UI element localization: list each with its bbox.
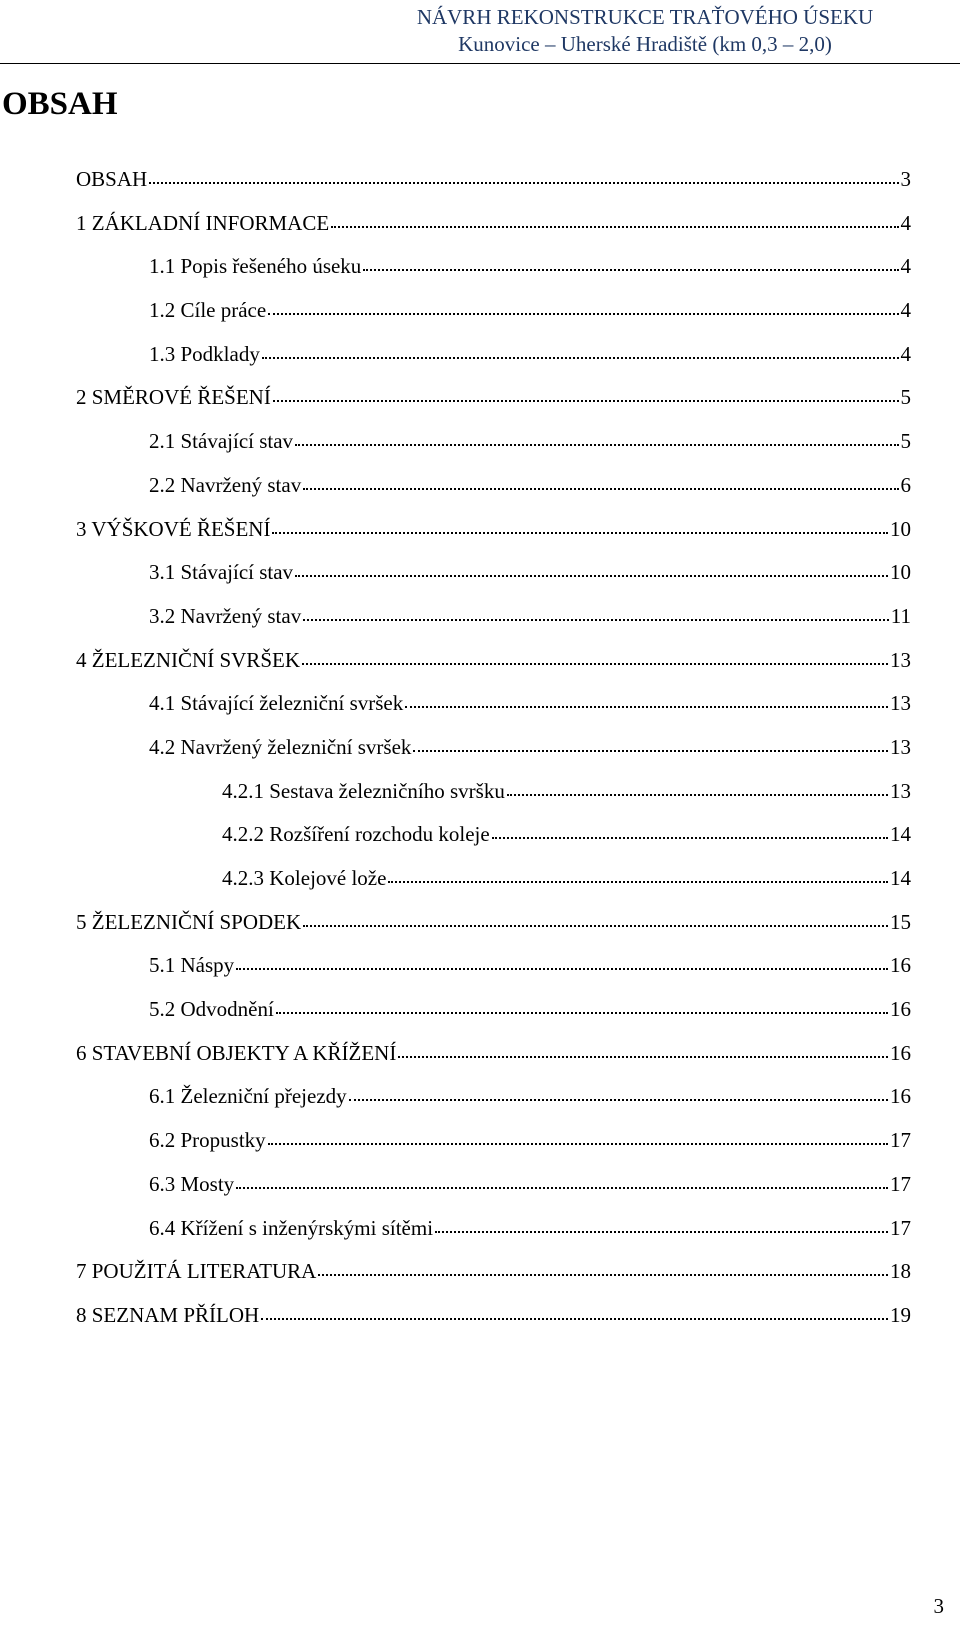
- toc-entry: [0, 1038, 960, 1082]
- dot-leader: [492, 831, 888, 839]
- dot-leader: [331, 220, 898, 228]
- toc-link[interactable]: [149, 339, 911, 369]
- toc-entry: [0, 1300, 960, 1344]
- dot-leader: [388, 875, 888, 883]
- toc-link[interactable]: [76, 514, 911, 544]
- toc-entry-title: 4.2.2 Rozšíření rozchodu koleje: [222, 822, 490, 847]
- dot-leader: [236, 1181, 888, 1189]
- toc-entry-page: 14: [890, 822, 911, 847]
- header-divider: [0, 63, 960, 64]
- toc-entry-title: 8 SEZNAM PŘÍLOH: [76, 1302, 260, 1327]
- dot-leader: [363, 263, 898, 271]
- dot-leader: [349, 1093, 888, 1101]
- toc-entry-title: 6.1 Železniční přejezdy: [149, 1084, 347, 1109]
- toc-entry-page: 4: [900, 341, 911, 366]
- toc-entry-title: 2.2 Navržený stav: [149, 472, 302, 497]
- toc-entry: [0, 557, 960, 601]
- toc-entry-title: 5.1 Náspy: [149, 953, 235, 978]
- toc-entry: [0, 688, 960, 732]
- toc-entry-page: 11: [890, 603, 911, 628]
- toc-entry: [0, 382, 960, 426]
- toc-entry-title: 6.4 Křížení s inženýrskými sítěmi: [149, 1215, 434, 1240]
- toc-entry: [0, 339, 960, 383]
- toc-entry-page: 17: [890, 1171, 911, 1196]
- header-subtitle: Kunovice – Uherské Hradiště (km 0,3 – 2,0): [458, 32, 832, 56]
- toc-link[interactable]: [76, 645, 911, 675]
- toc-entry-page: 5: [900, 429, 911, 454]
- toc-entry-page: 10: [890, 560, 911, 585]
- toc-entry-title: 1 ZÁKLADNÍ INFORMACE: [76, 210, 330, 235]
- dot-leader: [302, 657, 888, 665]
- toc-entry: [0, 732, 960, 776]
- toc-entry-page: 14: [890, 866, 911, 890]
- dot-leader: [398, 1050, 888, 1058]
- toc-link[interactable]: [76, 164, 911, 194]
- toc-entry: [0, 426, 960, 470]
- toc-entry-page: 16: [890, 997, 911, 1022]
- dot-leader: [507, 788, 888, 796]
- toc-entry: [0, 208, 960, 252]
- toc-entry-title: 6.2 Propustky: [149, 1128, 266, 1153]
- toc-entry: [0, 776, 960, 820]
- toc-entry-title: 5 ŽELEZNIČNÍ SPODEK: [76, 909, 302, 934]
- toc-entry: [0, 1081, 960, 1125]
- toc-entry-page: 17: [890, 1215, 911, 1240]
- dot-leader: [303, 919, 888, 927]
- toc-entry-title: 1.3 Podklady: [149, 341, 260, 366]
- toc-entry: [0, 295, 960, 339]
- toc-entry-page: 3: [900, 167, 911, 191]
- dot-leader: [261, 1312, 888, 1320]
- toc-entry-title: 4.1 Stávající železniční svršek: [149, 691, 404, 716]
- dot-leader: [262, 351, 899, 359]
- toc-entry: [0, 470, 960, 514]
- toc-entry-title: 1.1 Popis řešeného úseku: [149, 254, 362, 279]
- toc-entry-page: 4: [900, 254, 911, 279]
- toc-link[interactable]: [222, 863, 911, 893]
- toc-entry-page: 16: [890, 1040, 911, 1065]
- toc-link[interactable]: [76, 382, 911, 412]
- toc-entry-title: 7 POUŽITÁ LITERATURA: [76, 1259, 317, 1284]
- toc-entry: [0, 950, 960, 994]
- toc-entry-title: 4.2.1 Sestava železničního svršku: [222, 778, 505, 803]
- toc-link[interactable]: [149, 1125, 911, 1155]
- toc-entry: [0, 514, 960, 558]
- toc-link[interactable]: [149, 1081, 911, 1111]
- toc-entry: [0, 1213, 960, 1257]
- toc-entry-title: 3.1 Stávající stav: [149, 560, 294, 585]
- toc-entry-page: 16: [890, 953, 911, 978]
- toc-entry: [0, 819, 960, 863]
- toc-entry-page: 17: [890, 1128, 911, 1153]
- toc-entry: [0, 1125, 960, 1169]
- toc-entry-page: 13: [890, 691, 911, 716]
- toc-link[interactable]: [149, 426, 911, 456]
- toc-entry: [0, 601, 960, 645]
- toc-entry-page: 5: [900, 385, 911, 410]
- toc-entry-title: 4 ŽELEZNIČNÍ SVRŠEK: [76, 647, 300, 672]
- toc-link[interactable]: [222, 819, 911, 849]
- toc-link[interactable]: [76, 1300, 911, 1330]
- dot-leader: [405, 700, 888, 708]
- toc-entry-page: 16: [890, 1084, 911, 1109]
- toc-link[interactable]: [76, 208, 911, 238]
- toc-link[interactable]: [76, 1256, 911, 1286]
- dot-leader: [318, 1268, 888, 1276]
- toc-entry-page: 13: [890, 734, 911, 759]
- table-of-contents: [0, 164, 960, 1344]
- dot-leader: [273, 394, 899, 402]
- toc-link[interactable]: [76, 1038, 911, 1068]
- toc-entry: [0, 1256, 960, 1300]
- toc-entry-title: 6 STAVEBNÍ OBJEKTY A KŘÍŽENÍ: [76, 1040, 397, 1065]
- toc-entry: [0, 907, 960, 951]
- dot-leader: [295, 438, 898, 446]
- dot-leader: [303, 613, 889, 621]
- toc-link[interactable]: [222, 776, 911, 806]
- toc-link[interactable]: [149, 1169, 911, 1199]
- dot-leader: [295, 569, 888, 577]
- toc-link[interactable]: [76, 907, 911, 937]
- toc-entry-title: 4.2.3 Kolejové lože: [222, 866, 387, 890]
- toc-link[interactable]: [149, 732, 911, 762]
- toc-entry-title: 6.3 Mosty: [149, 1171, 235, 1196]
- dot-leader: [149, 176, 898, 184]
- toc-link[interactable]: [149, 295, 911, 325]
- dot-leader: [303, 482, 898, 490]
- toc-entry: [0, 164, 960, 208]
- toc-entry-title: 2.1 Stávající stav: [149, 429, 294, 454]
- page-number: 3: [933, 1594, 944, 1618]
- toc-entry: [0, 994, 960, 1038]
- toc-entry: [0, 251, 960, 295]
- toc-link[interactable]: [149, 251, 911, 281]
- dot-leader: [435, 1225, 888, 1233]
- toc-entry: [0, 1169, 960, 1213]
- toc-entry-title: 5.2 Odvodnění: [149, 997, 274, 1022]
- toc-entry-page: 13: [890, 778, 911, 803]
- dot-leader: [268, 1137, 888, 1145]
- toc-entry-page: 4: [900, 210, 911, 235]
- toc-entry-page: 18: [890, 1259, 911, 1284]
- toc-entry-page: 6: [900, 472, 911, 497]
- toc-link[interactable]: [149, 470, 911, 500]
- toc-entry: [0, 863, 960, 907]
- toc-entry-page: 10: [890, 516, 911, 541]
- toc-link[interactable]: [149, 950, 911, 980]
- toc-entry-title: OBSAH: [76, 167, 148, 191]
- dot-leader: [236, 962, 888, 970]
- dot-leader: [272, 526, 888, 534]
- header-title: NÁVRH REKONSTRUKCE TRAŤOVÉHO ÚSEKU: [416, 5, 874, 29]
- dot-leader: [268, 307, 898, 315]
- page-title: OBSAH: [2, 86, 118, 122]
- toc-entry-page: 19: [890, 1302, 911, 1327]
- toc-link[interactable]: [149, 601, 911, 631]
- running-header: [345, 4, 945, 58]
- toc-entry-title: 3 VÝŠKOVÉ ŘEŠENÍ: [76, 516, 271, 541]
- toc-entry-title: 4.2 Navržený železniční svršek: [149, 734, 412, 759]
- dot-leader: [413, 744, 888, 752]
- toc-entry-page: 15: [890, 909, 911, 934]
- toc-entry: [0, 645, 960, 689]
- toc-entry-title: 1.2 Cíle práce: [149, 298, 267, 323]
- toc-link[interactable]: [149, 994, 911, 1024]
- toc-link[interactable]: [149, 557, 911, 587]
- toc-entry-page: 13: [890, 647, 911, 672]
- toc-link[interactable]: [149, 1213, 911, 1243]
- toc-entry-title: 2 SMĚROVÉ ŘEŠENÍ: [76, 385, 271, 410]
- dot-leader: [276, 1006, 888, 1014]
- toc-entry-page: 4: [900, 298, 911, 323]
- toc-link[interactable]: [149, 688, 911, 718]
- toc-entry-title: 3.2 Navržený stav: [149, 603, 302, 628]
